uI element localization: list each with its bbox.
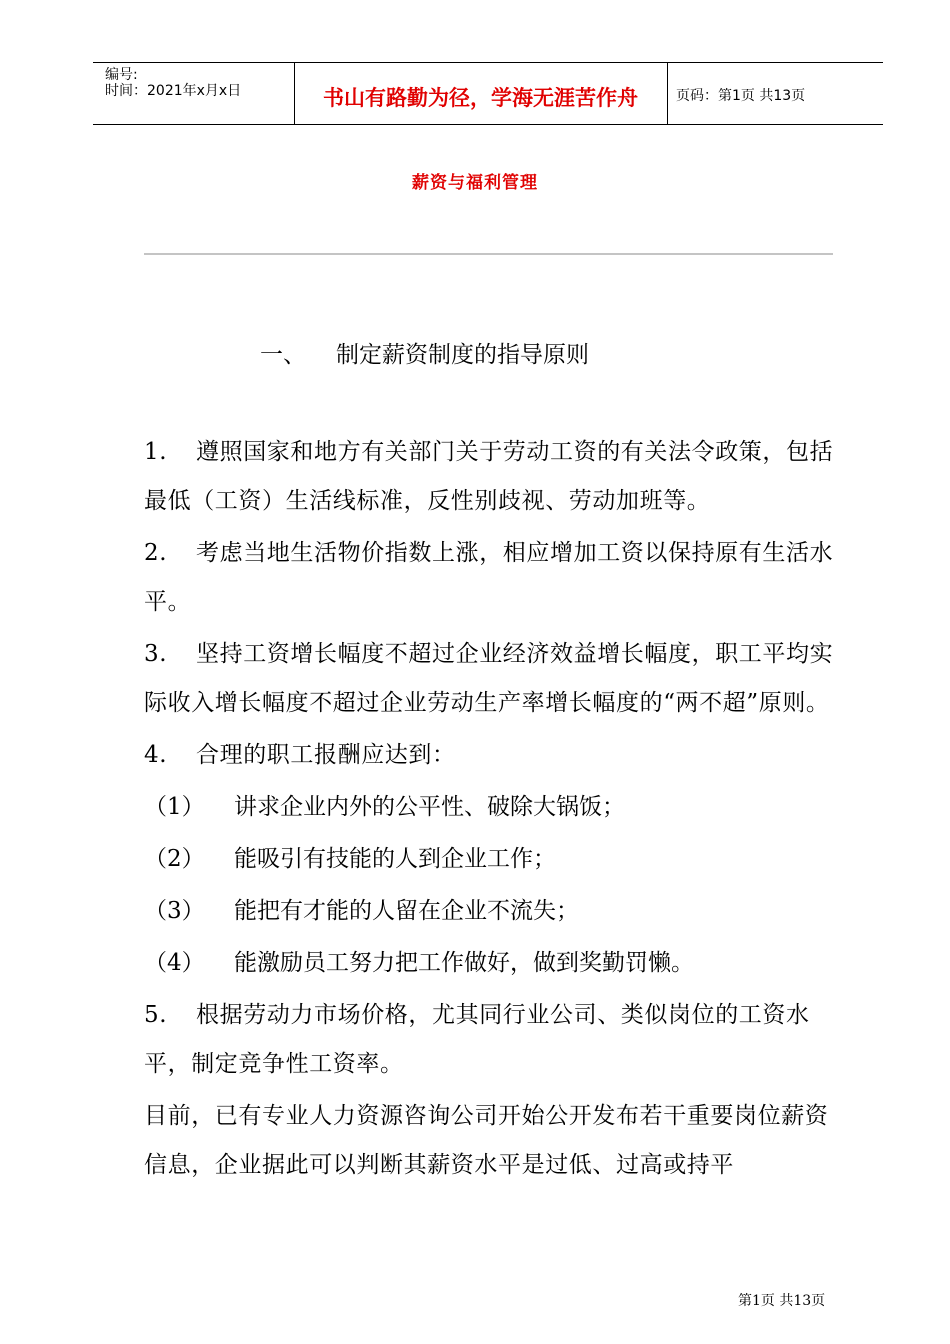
header-time: 时间：2021年x月x日 bbox=[105, 83, 242, 99]
paragraph-text: 根据劳动力市场价格，尤其同行业公司、类似岗位的工资水平，制定竞争性工资率。 bbox=[144, 1002, 810, 1077]
paragraph-text: 合理的职工报酬应达到： bbox=[196, 742, 456, 768]
sub-item-text: 能吸引有技能的人到企业工作； bbox=[234, 846, 556, 872]
sub-item-text: 能把有才能的人留在企业不流失； bbox=[234, 898, 579, 924]
paragraph-5 bbox=[144, 991, 836, 1089]
page-footer: 第1页 共13页 bbox=[738, 1293, 826, 1309]
header-page-cell bbox=[667, 63, 883, 124]
paragraph-number: 4. bbox=[144, 742, 168, 768]
sub-item-number: （4） bbox=[144, 950, 205, 976]
paragraph-text: 考虑当地生活物价指数上涨，相应增加工资以保持原有生活水平。 bbox=[144, 540, 834, 615]
paragraph-3 bbox=[144, 630, 836, 728]
title-divider bbox=[144, 253, 833, 255]
sub-item-1 bbox=[144, 783, 836, 832]
paragraph-text: 坚持工资增长幅度不超过企业经济效益增长幅度，职工平均实际收入增长幅度不超过企业劳动生产率增长幅度的“两不超”原则。 bbox=[144, 641, 834, 716]
paragraph-2 bbox=[144, 529, 836, 627]
sub-item-number: （2） bbox=[144, 846, 205, 872]
section-title: 制定薪资制度的指导原则 bbox=[336, 342, 589, 368]
header-meta-cell bbox=[93, 63, 295, 124]
paragraph-text: 遵照国家和地方有关部门关于劳动工资的有关法令政策，包括最低（工资）生活线标准，反性别歧视、劳动加班等。 bbox=[144, 439, 834, 514]
sub-item-number: （3） bbox=[144, 898, 205, 924]
sub-item-4 bbox=[144, 939, 836, 988]
paragraph-number: 5. bbox=[144, 1002, 168, 1028]
closing-paragraph: 目前，已有专业人力资源咨询公司开始公开发布若干重要岗位薪资信息，企业据此可以判断其薪资水平是过低、过高或持平 bbox=[144, 1103, 829, 1178]
document-title: 薪资与福利管理 bbox=[412, 173, 538, 193]
sub-item-text: 能激励员工努力把工作做好，做到奖勤罚懒。 bbox=[234, 950, 694, 976]
sub-item-text: 讲求企业内外的公平性、破除大锅饭； bbox=[234, 794, 625, 820]
sub-item-2 bbox=[144, 835, 836, 884]
document-body bbox=[144, 428, 836, 1193]
header-number-label: 编号: bbox=[105, 67, 138, 83]
section-heading bbox=[260, 336, 589, 369]
paragraph-number: 2. bbox=[144, 540, 168, 566]
header-motto-cell bbox=[294, 63, 668, 124]
paragraph-1 bbox=[144, 428, 836, 526]
page-header bbox=[93, 62, 883, 125]
header-page-info: 页码：第1页 共13页 bbox=[676, 88, 806, 104]
sub-item-number: （1） bbox=[144, 794, 205, 820]
section-number: 一、 bbox=[260, 342, 306, 368]
header-motto: 书山有路勤为径，学海无涯苦作舟 bbox=[323, 86, 638, 110]
sub-item-3 bbox=[144, 887, 836, 936]
paragraph-4 bbox=[144, 731, 836, 780]
paragraph-number: 1. bbox=[144, 439, 168, 465]
paragraph-number: 3. bbox=[144, 641, 168, 667]
